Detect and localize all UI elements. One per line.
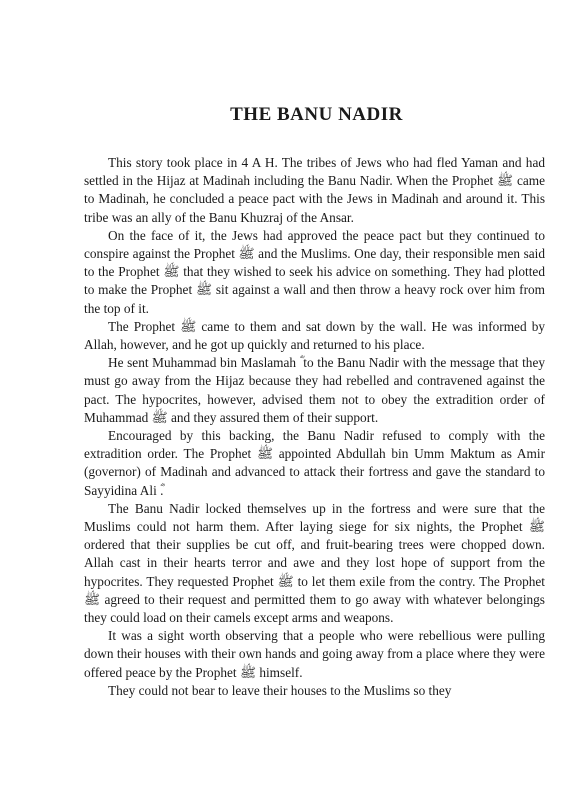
page-title: THE BANU NADIR [230, 104, 403, 125]
paragraph-4: He sent Muhammad bin Maslamah ؓ to the Banu Nadir with the message that they must go away from the Hijaz because they had rebelled and contravened against the pact. The hypocrites, however, advised them not to obey the extradition order of Muhammad ﷺ and they assured them of their support. [84, 355, 545, 425]
paragraph-5: Encouraged by this backing, the Banu Nadir refused to comply with the extradition order. The Prophet ﷺ appointed Abdullah bin Umm Maktum as Amir (governor) of Madinah and advanced to attack their fortress and gave the standard to Sayyidina Ali ؓ. [84, 428, 545, 498]
paragraph-2: On the face of it, the Jews had approved the peace pact but they continued to conspire against the Prophet ﷺ and the Muslims. One day, their responsible men said to the Prophet ﷺ that they wished to seek his advice on something. They had plotted to make the Prophet ﷺ sit against a wall and then throw a heavy rock over him from the top of it. [84, 227, 545, 316]
paragraph-6: The Banu Nadir locked themselves up in the fortress and were sure that the Muslims could not harm them. After laying siege for six nights, the Prophet ﷺ ordered that their supplies be cut off, and fruit-bearing trees were chopped down. Allah cast in their hearts terror and awe and they lost hope of support from the hypocrites. They requested Prophet ﷺ to let them exile from the contry. The Prophet ﷺ agreed to their request and permitted them to go away with whatever belongings they could load on their camels except arms and weapons. [84, 500, 545, 626]
paragraph-7: It was a sight worth observing that a people who were rebellious were pulling down their houses with their own hands and going away from a place where they were offered peace by the Prophet ﷺ himself. [84, 628, 545, 680]
paragraph-1: This story took place in 4 A H. The tribes of Jews who had fled Yaman and had settled in the Hijaz at Madinah including the Banu Nadir. When the Prophet ﷺ came to Madinah, he concluded a peace pact with the Jews in Madinah and around it. This tribe was an ally of the Banu Khuzraj of the Ansar. [84, 155, 545, 225]
paragraph-3: The Prophet ﷺ came to them and sat down by the wall. He was informed by Allah, however, and he got up quickly and returned to his place. [84, 318, 545, 353]
paragraph-8: They could not bear to leave their houses to the Muslims so they [108, 682, 452, 698]
